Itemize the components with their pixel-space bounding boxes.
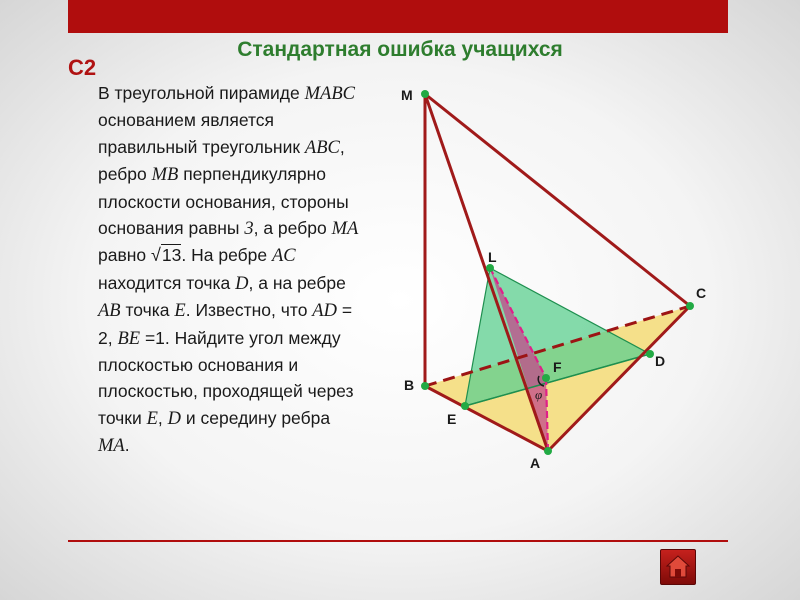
problem-text: В треугольной пирамиде MABC основанием является правильный треугольник ABC, ребро MB перпендикулярно плоскости основания, стороны основания равны 3, а ребро MA равно √13. На ребре AC находится точка D, а на ребре AB точка E. Известно, что AD = 2, BE =1. Найдите угол между плоскостью основания и плоскостью, проходящей через точки E, D и середину ребра MA. [98,83,359,457]
point-f [542,374,550,382]
sqrt-expression: √13 [151,245,182,266]
point-d [646,350,654,358]
edge-mc [425,94,690,306]
point-l [486,264,494,272]
label-phi: φ [535,387,543,402]
bottom-divider [68,540,728,542]
label-a: A [530,455,541,471]
home-button[interactable] [660,549,696,585]
label-c: C [696,285,707,301]
label-l: L [488,249,497,265]
point-b [421,382,429,390]
home-icon [661,550,695,584]
page-title: Стандартная ошибка учащихся [237,38,563,61]
point-e [461,402,469,410]
label-b: B [404,377,415,393]
point-a [544,447,552,455]
point-m [421,90,429,98]
label-e: E [447,411,457,427]
point-c [686,302,694,310]
label-d: D [655,353,666,369]
task-id: C2 [68,55,97,80]
label-m: M [401,87,413,103]
label-f: F [553,359,562,375]
